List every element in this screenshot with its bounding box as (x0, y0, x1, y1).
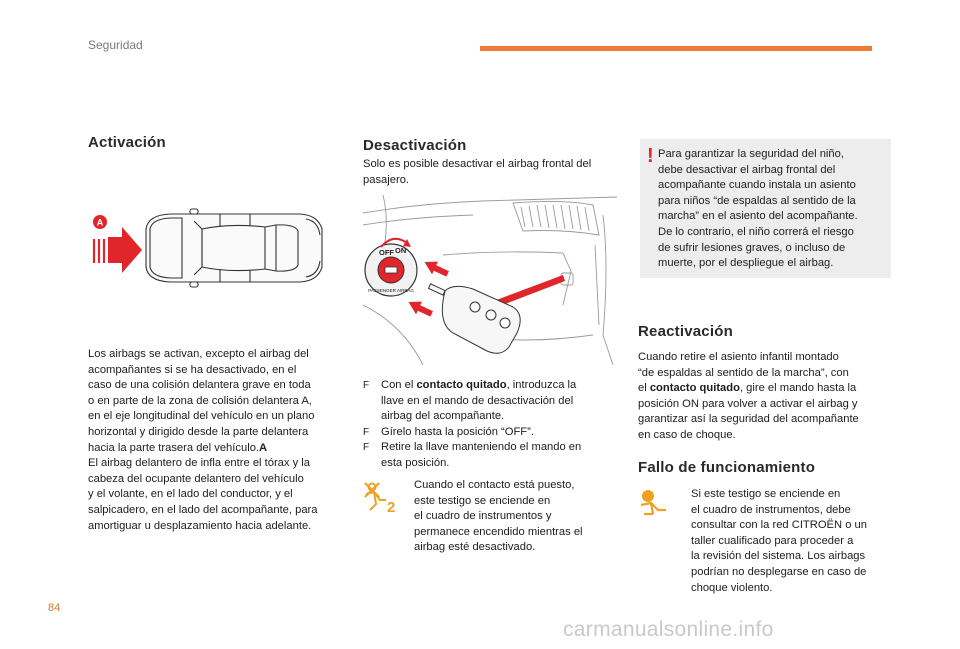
page-number: 84 (48, 602, 61, 614)
activacion-line: amortiguar u desplazamiento hacia adelante. (88, 519, 312, 532)
fallo-heading: Fallo de funcionamiento (638, 459, 816, 476)
activacion-line: en el eje longitudinal del vehículo en un plano (88, 410, 315, 423)
step-2: F Gírelo hasta la posición “OFF”. (363, 425, 618, 441)
site-watermark: carmanualsonline.info (563, 618, 774, 641)
car-top-view-illustration (90, 205, 330, 291)
activacion-line: acompañantes si se ha desactivado, en el (88, 363, 297, 376)
intro-line: pasajero. (363, 173, 410, 186)
step-1: F Con el contacto quitado, introduzca la llave en el mando de desactivación del airbag del acompañante. (363, 378, 618, 425)
car-outline (146, 209, 322, 287)
indicator-description: Cuando el contacto está puesto, este testigo se enciende en el cuadro de instrumentos y permanece encendido mientras el airbag esté desactivado. (414, 479, 583, 554)
warning-exclamation-icon: ! (647, 145, 654, 167)
bullet-glyph: F (363, 380, 370, 391)
airbag-fault-indicator-icon (638, 488, 672, 516)
switch-off-label: OFF (379, 248, 394, 257)
section-accent-bar (480, 46, 872, 51)
activacion-heading: Activación (88, 134, 166, 151)
activacion-line: El airbag delantero de infla entre el tórax y la (88, 457, 311, 470)
activacion-line: salpicadero, en el lado del acompañante, para (88, 503, 318, 516)
airbag-off-indicator-icon (362, 480, 398, 514)
indicator-number: 2 (387, 499, 396, 514)
airbag-switch-illustration (363, 195, 617, 365)
step-3: F Retire la llave manteniendo el mando en esta posición. (363, 440, 618, 471)
impact-speed-lines (94, 239, 104, 263)
intro-line: Solo es posible desactivar el airbag frontal del (363, 158, 592, 170)
switch-caption: PASSENGER AIRBAG (368, 288, 414, 293)
reactivacion-heading: Reactivación (638, 323, 733, 340)
activacion-line: hacia la parte trasera del vehículo.A (88, 441, 268, 454)
airbag-switch-dial (365, 244, 417, 296)
activacion-line: y el volante, en el lado del conductor, y el (88, 488, 293, 501)
switch-on-label: ON (395, 246, 407, 255)
callout-a-letter: A (96, 217, 104, 228)
fallo-body: Si este testigo se enciende en el cuadro de instrumentos, debe consultar con la red CITROËN o un taller cualificado para proceder a la revisión del sistema. Los airbags podrían no desplegarse en caso de choque violento. (691, 488, 867, 594)
activacion-line: cabeza del ocupante delantero del vehículo (88, 472, 304, 485)
bullet-glyph: F (363, 426, 370, 438)
desactivacion-intro (363, 157, 618, 188)
activacion-body (88, 347, 338, 534)
activacion-line: horizontal y dirigido desde la parte delantera (88, 425, 309, 438)
activacion-line: Los airbags se activan, excepto el airbag del (88, 348, 309, 360)
bullet-glyph: F (363, 442, 370, 454)
warning-text: Para garantizar la seguridad del niño, debe desactivar el airbag frontal del acompañante cuando instala un asiento para niños “de espaldas al sentido de la marcha” en el asiento del acompañante. De lo contrario, el niño correrá el riesgo de sufrir lesiones graves, o incluso de muerte, por el despliegue el airbag. (658, 148, 858, 270)
activacion-line: o en parte de la zona de colisión delantera A, (88, 394, 312, 407)
desactivacion-heading: Desactivación (363, 137, 467, 154)
section-title: Seguridad (88, 38, 143, 52)
reactivacion-body: Cuando retire el asiento infantil montado “de espaldas al sentido de la marcha”, con el contacto quitado, gire el mando hasta la posición ON para volver a activar el airbag y garantizar así la seguridad del acompañante en caso de choque. (638, 351, 859, 441)
activacion-line: caso de una colisión delantera grave en toda (88, 379, 311, 392)
desactivacion-steps (363, 378, 618, 472)
impact-arrow (108, 227, 142, 273)
